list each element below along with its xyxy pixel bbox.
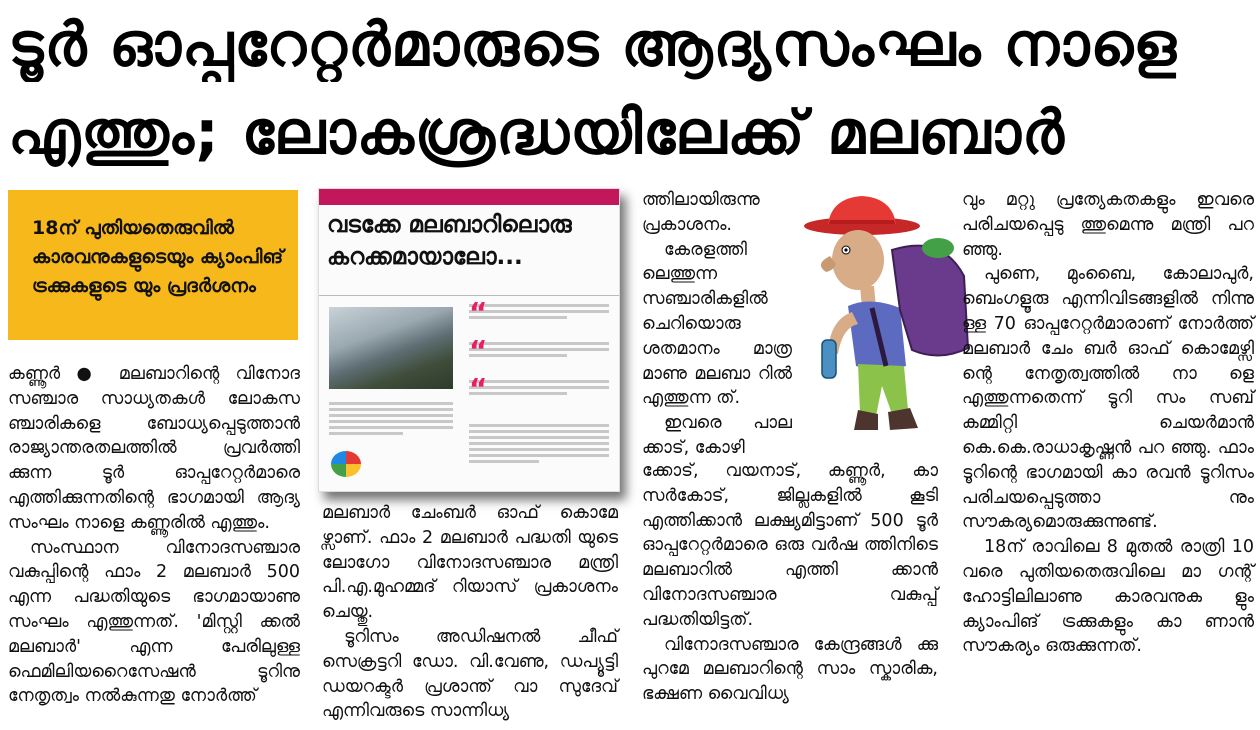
traveller-illustration: [800, 190, 970, 450]
head: [832, 230, 884, 290]
clipping-quote-3: [469, 372, 609, 405]
clipping-quote-2: [469, 334, 609, 367]
trousers: [858, 364, 908, 416]
column-1: [8, 362, 300, 709]
column-2: [322, 501, 618, 724]
quote-mark-icon: “: [469, 372, 488, 405]
hat-band: [829, 220, 895, 224]
col3-paragraph-4: വിനോദസഞ്ചാര കേന്ദ്രങ്ങൾ ക്കു പുറമേ മലബാറിന്റെ സാം സ്കാരിക, ഭക്ഷണ വൈവിധ്യ: [642, 634, 938, 705]
col3-paragraph-3b: ക്കോട്, വയനാട്, കണ്ണൂർ, കാ സർകോട്, ജില്ലകളിൽ കൂടി എത്തിക്കാൻ ലക്ഷ്യമിട്ടാണ് 500 ടൂർ ഓപ്പറേറ്റർമാരെ ഒരു വർഷ ത്തിനിടെ മലബാറിൽ എത്തി ക്കാൻ വിനോദസഞ്ചാര വകുപ്പ് പദ്ധതിയിട്ടത്.: [642, 461, 938, 630]
col3-paragraph-1: ത്തിലായിരുന്നു പ്രകാശനം.: [642, 190, 760, 235]
clipping-subline: [319, 281, 619, 296]
clipping-body-text-2: [469, 421, 609, 466]
column-3-lower: [642, 459, 938, 707]
column-3-upper: [642, 188, 792, 461]
col3-paragraph-3a: ഇവരെ പാല ക്കാട്, കോഴി: [642, 413, 792, 458]
quote-mark-icon: “: [469, 334, 488, 367]
col2-paragraph-2: ടൂറിസം അഡിഷനൽ ചീഫ് സെക്രട്ടറി ഡോ. വി.വേണു, ഡപ്യൂട്ടി ഡയറക്ടർ പ്രശാന്ത് വാ സുദേവ് എന്നിവരുടെ സാന്നിധ്യ: [322, 626, 618, 722]
clipping-body-text: [329, 399, 453, 438]
boot-right: [888, 408, 918, 430]
col2-paragraph-1: മലബാർ ചേംബർ ഓഫ് കൊമേ ഴ്സാണ്. ഫാം 2 മലബാർ പദ്ധതി യുടെ ലോഗോ വിനോദസഞ്ചാര മന്ത്രി പി.എ.മുഹമ്മദ് റിയാസ് പ്രകാശനം ചെയ്തു.: [322, 503, 618, 623]
destination-logo-text: [365, 455, 425, 462]
highlight-text: 18ന് പുതിയതെരുവിൽ കാരവനുകളുടെയും ക്യാംപിങ് ട്രക്കുകളുടെ യും പ്രദർശനം: [32, 217, 284, 297]
destination-logo: [331, 451, 361, 477]
hat-crown: [828, 196, 896, 224]
col1-paragraph-1: കണ്ണൂർ ● മലബാറിന്റെ വിനോദ സഞ്ചാര സാധ്യതകൾ ലോകസ ഞ്ചാരികളെ ബോധ്യപ്പെടുത്താൻ രാജ്യാന്തരതലത്തിൽ പ്രവർത്തി ക്കുന്ന ടൂർ ഓപ്പറേറ്റർമാരെ എത്തിക്കുന്നതിന്റെ ഭാഗമായി ആദ്യ സംഘം നാളെ കണ്ണൂരിൽ എത്തും.: [8, 364, 300, 533]
headline-line-2: എത്തും; ലോകശ്രദ്ധയിലേക്ക് മലബാർ: [8, 98, 1065, 168]
col1-paragraph-2: സംസ്ഥാന വിനോദസഞ്ചാര വകുപ്പിന്റെ ഫാം 2 മലബാർ 500 എന്ന പദ്ധതിയുടെ ഭാഗമായാണു സംഘം എത്തുന്നത്. 'മിസ്റ്റി ക്കൽ മലബാർ' എന്ന പേരിലുള്ള ഫെമിലിയറൈസേഷൻ ടൂറിനു നേതൃത്വം നൽകുന്നതു നോർത്ത്: [8, 537, 300, 707]
backpack: [892, 246, 968, 356]
clipping-headline: വടക്കേ മലബാറിലൊരു കറക്കമായാലോ...: [327, 212, 572, 270]
highlight-box: [8, 190, 298, 340]
col4-paragraph-2: പുണെ, മുംബൈ, കോലാപുർ, ബെംഗളൂരു എന്നിവിടങ്ങളിൽ നിന്നു ള്ള 70 ഓപ്പറേറ്റർമാരാണ് നോർത്ത് മലബാർ ചേം ബർ ഓഫ് കൊമേഴ്സി ന്റെ നേതൃത്വത്തിൽ നാ ളെ എത്തുന്നതെന്ന് ടൂറി സം സബ് കമ്മിറ്റി ചെയർമാൻ കെ.കെ.രാധാകൃഷ്ണൻ പറ ഞ്ഞു. ഫാം ടൂറിന്റെ ഭാഗമായി കാ രവൻ ടൂറിസം പരിചയപ്പെടുത്താ നും സൗകര്യമൊരുക്കുന്നുണ്ട്.: [962, 264, 1254, 533]
clipping-quote-1: [469, 296, 609, 329]
coastline-photo: [329, 307, 453, 389]
clipping-byline: [319, 273, 619, 281]
newspaper-clipping-image: [318, 188, 620, 492]
bedroll: [922, 238, 954, 258]
quote-mark-icon: “: [469, 296, 488, 329]
water-bottle: [822, 340, 836, 378]
headline-line-1: ടൂർ ഓപ്പറേറ്റർമാരുടെ ആദ്യസംഘം നാളെ: [8, 10, 1178, 80]
col4-paragraph-3: 18ന് രാവിലെ 8 മുതൽ രാത്രി 10 വരെ പുതിയതെരുവിലെ മാ ഗന്റ് ഹോട്ടിലിലാണു കാരവനുക ളും ക്യാംപിങ് ട്രക്കുകളും കാ ണാൻ സൗകര്യം ഒരുക്കുന്നത്.: [962, 537, 1254, 657]
col3-paragraph-2: കേരളത്തി ലെത്തുന്ന സഞ്ചാരികളിൽ ചെറിയൊരു ശതമാനം മാത്ര മാണു മലബാ റിൽ എത്തുന്ന ത്.: [642, 239, 792, 409]
col4-paragraph-1: വും മറ്റു പ്രത്യേകതകളും ഇവരെ പരിചയപ്പെടു ത്തുമെന്നു മന്ത്രി പറ ഞ്ഞു.: [962, 190, 1254, 260]
clipping-top-bar: [319, 189, 619, 205]
column-4: [962, 188, 1254, 659]
